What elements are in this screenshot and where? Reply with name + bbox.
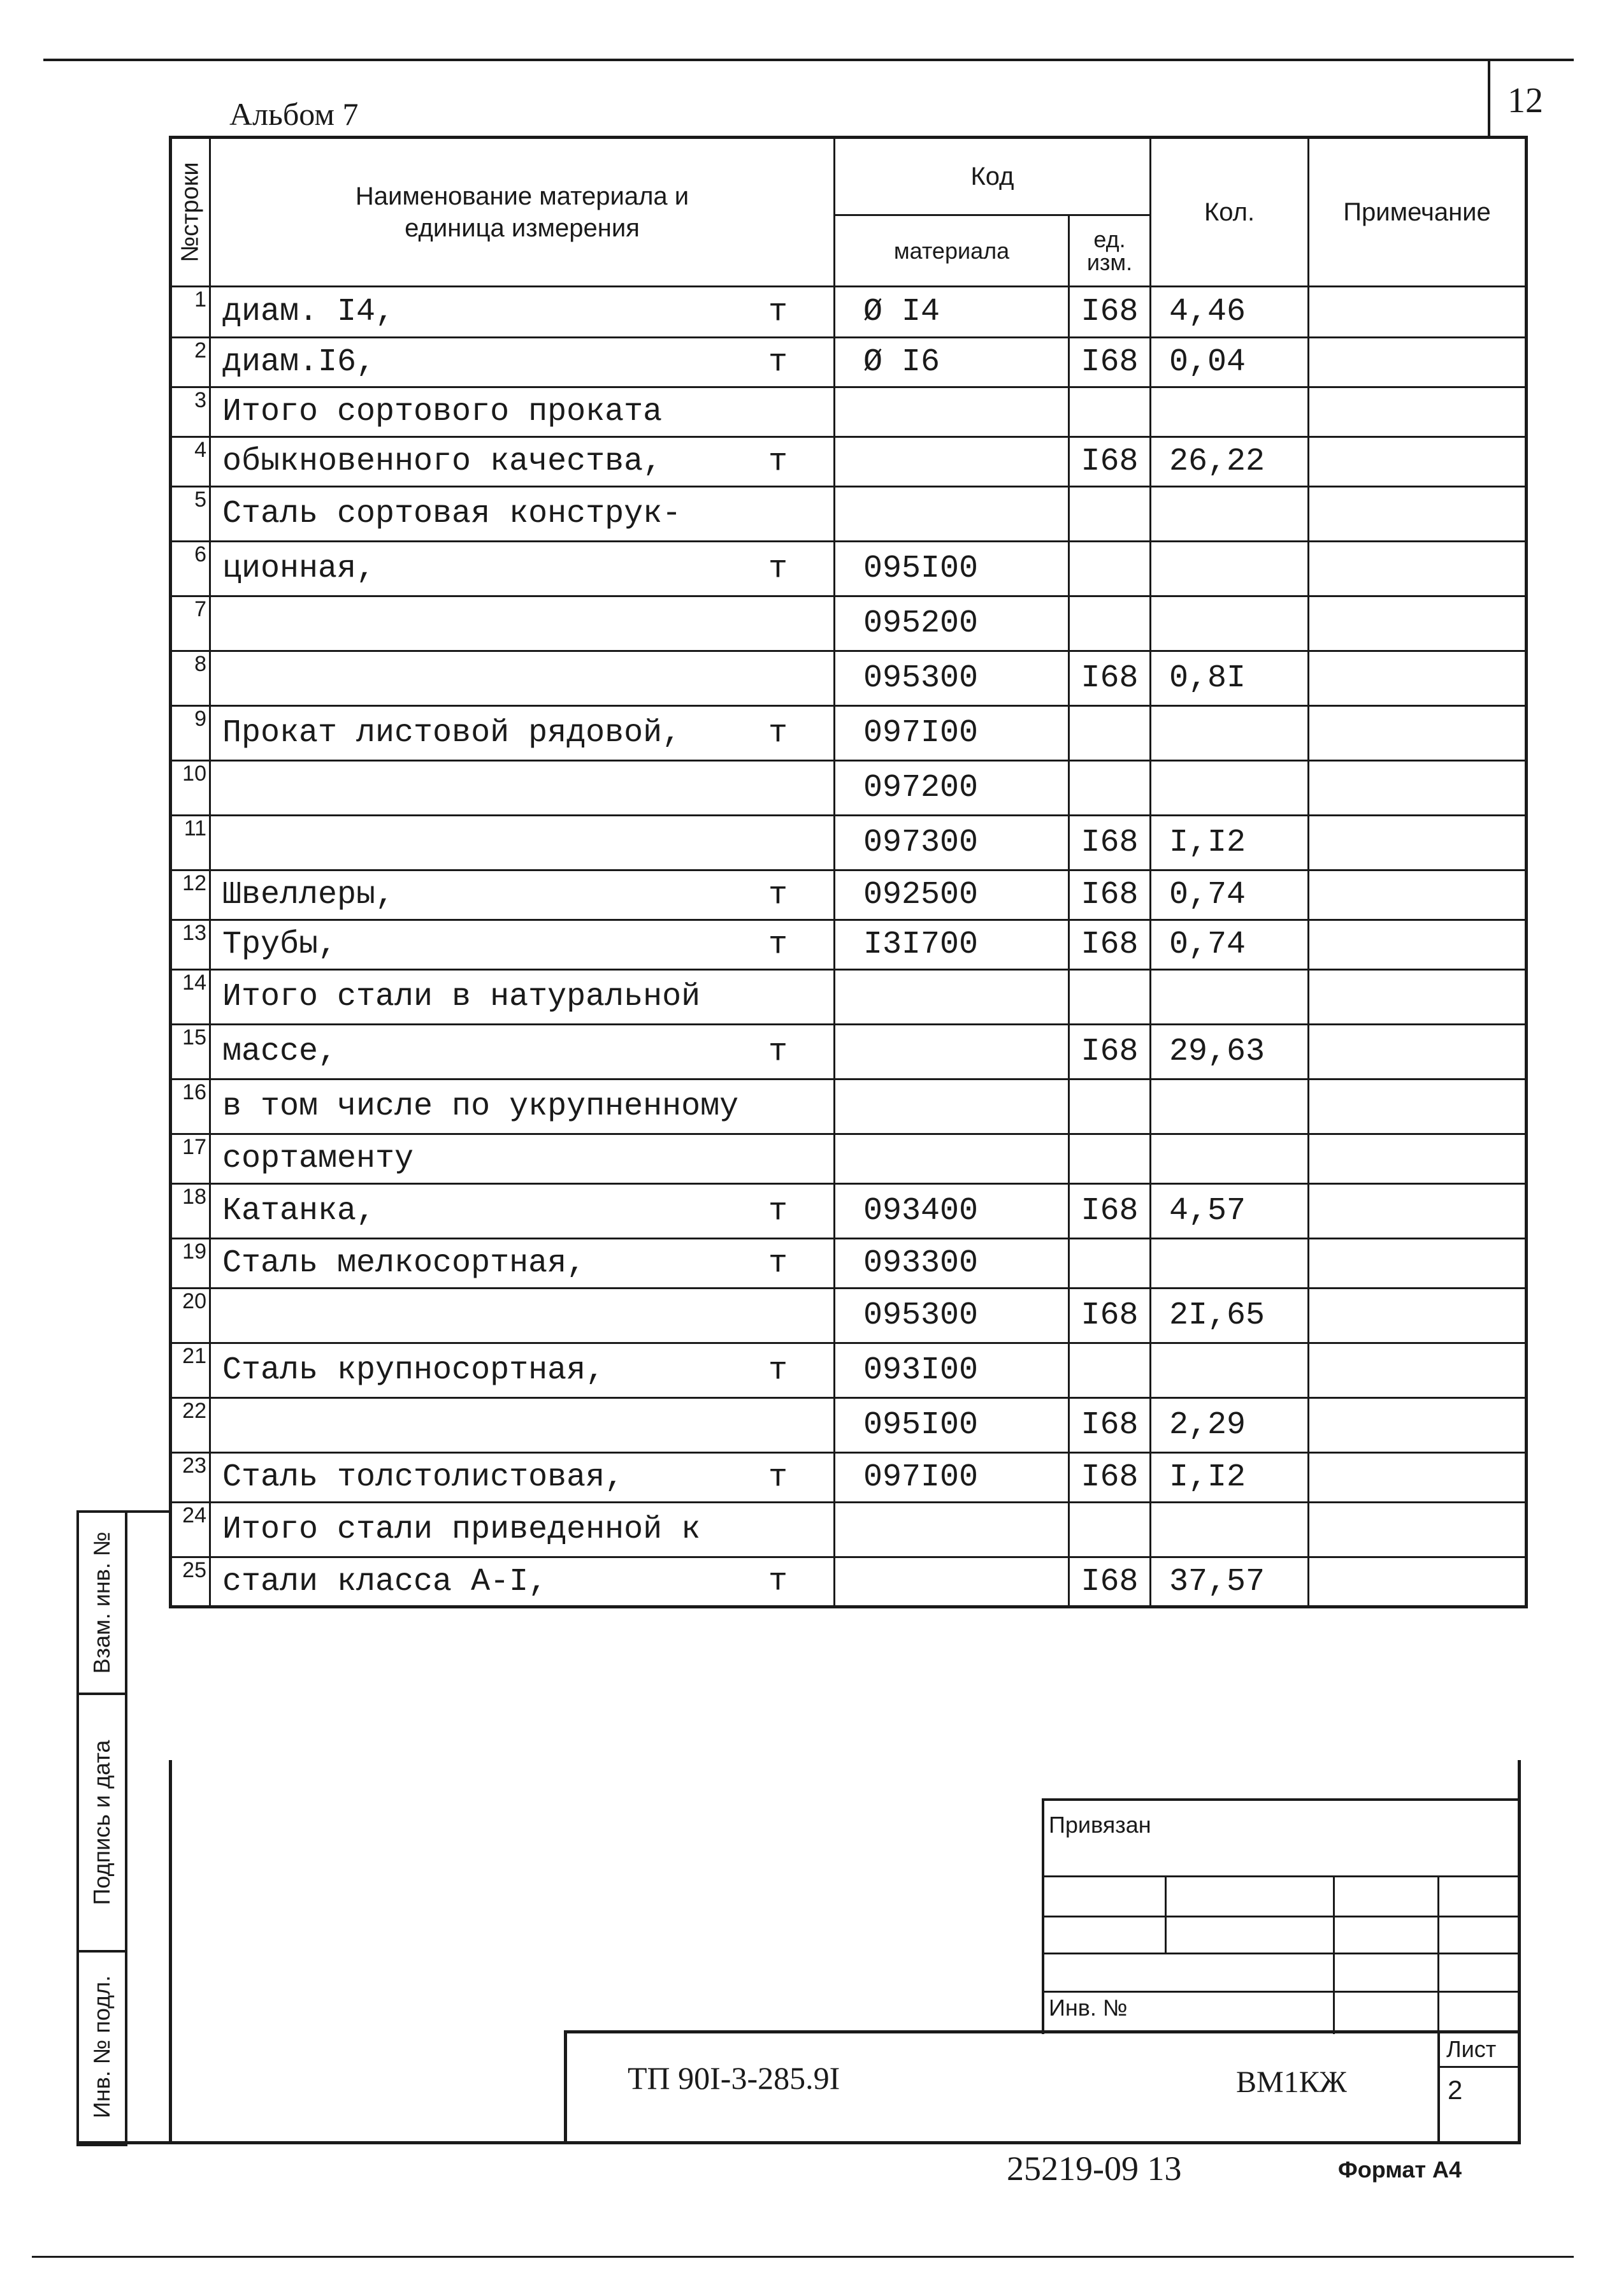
main-stamp-left <box>564 2030 567 2144</box>
list-cell-divider <box>1437 2066 1521 2068</box>
table-row <box>171 1239 1527 1289</box>
quantity <box>1151 387 1309 437</box>
quantity <box>1151 970 1309 1025</box>
material-name-text: Сталь мелкосортная, <box>222 1245 586 1282</box>
unit-code: I68 <box>1069 1398 1151 1453</box>
list-label: Лист <box>1446 2036 1497 2062</box>
main-stamp-top <box>564 2030 1521 2033</box>
unit-code-header: ед. изм. <box>1069 215 1151 287</box>
list-value: 2 <box>1448 2075 1463 2105</box>
row-number: 18 <box>171 1184 210 1239</box>
material-code <box>835 1025 1069 1079</box>
table-row <box>171 761 1527 816</box>
quantity: 0,04 <box>1151 338 1309 387</box>
stamp-vline-3 <box>1437 1875 1439 2034</box>
unit-text: т <box>768 294 788 330</box>
table-row <box>171 1025 1527 1079</box>
note <box>1309 338 1527 387</box>
album-label: Альбом 7 <box>229 96 359 132</box>
row-number: 4 <box>171 437 210 487</box>
note <box>1309 651 1527 706</box>
quantity: I,I2 <box>1151 816 1309 870</box>
material-name <box>210 1453 835 1503</box>
unit-code: I68 <box>1069 1184 1151 1239</box>
material-code <box>835 437 1069 487</box>
row-number: 11 <box>171 816 210 870</box>
frame-right <box>1518 1760 1521 2144</box>
table-row <box>171 338 1527 387</box>
code-header: Код <box>835 138 1151 215</box>
table-row <box>171 970 1527 1025</box>
row-number: 24 <box>171 1503 210 1557</box>
material-name-text: Швеллеры, <box>222 877 395 913</box>
note <box>1309 487 1527 542</box>
quantity: 4,57 <box>1151 1184 1309 1239</box>
unit-text: т <box>768 1352 788 1389</box>
unit-text: т <box>768 1034 788 1070</box>
material-name <box>210 1079 835 1134</box>
unit-code <box>1069 706 1151 761</box>
table-row <box>171 1184 1527 1239</box>
material-name <box>210 870 835 920</box>
unit-code: I68 <box>1069 1557 1151 1607</box>
quantity: 4,46 <box>1151 287 1309 338</box>
note <box>1309 1343 1527 1398</box>
material-name-text: диам.I6, <box>222 344 376 380</box>
material-name <box>210 437 835 487</box>
table-row <box>171 1343 1527 1398</box>
margin-vzam-inv: Взам. инв. № <box>79 1513 125 1695</box>
note <box>1309 706 1527 761</box>
note <box>1309 1453 1527 1503</box>
row-number: 23 <box>171 1453 210 1503</box>
unit-code <box>1069 970 1151 1025</box>
quantity <box>1151 1134 1309 1184</box>
table-row <box>171 387 1527 437</box>
material-name <box>210 1134 835 1184</box>
material-name <box>210 596 835 651</box>
material-code: 097300 <box>835 816 1069 870</box>
quantity <box>1151 1079 1309 1134</box>
unit-text: т <box>768 715 788 751</box>
material-name <box>210 1239 835 1289</box>
row-number: 8 <box>171 651 210 706</box>
archive-number: 25219-09 13 <box>1007 2149 1182 2188</box>
material-code: 095200 <box>835 596 1069 651</box>
row-number: 14 <box>171 970 210 1025</box>
note <box>1309 1398 1527 1453</box>
material-name-text: ционная, <box>222 551 376 587</box>
unit-text: т <box>768 551 788 587</box>
note <box>1309 1184 1527 1239</box>
row-number: 10 <box>171 761 210 816</box>
material-name <box>210 1289 835 1343</box>
note <box>1309 596 1527 651</box>
name-header: Наименование материала и единица измерения <box>210 138 835 287</box>
stamp-line-3 <box>1042 1953 1521 1954</box>
margin-top-link <box>76 1510 172 1513</box>
material-name-text: сортаменту <box>222 1141 414 1177</box>
note <box>1309 970 1527 1025</box>
row-number: 20 <box>171 1289 210 1343</box>
row-number: 15 <box>171 1025 210 1079</box>
row-number: 25 <box>171 1557 210 1607</box>
unit-text: т <box>768 1245 788 1282</box>
material-code: 092500 <box>835 870 1069 920</box>
note <box>1309 1557 1527 1607</box>
note <box>1309 1503 1527 1557</box>
note <box>1309 1079 1527 1134</box>
stamp-line-2 <box>1042 1916 1521 1917</box>
stamp-vline-2 <box>1333 1875 1335 2034</box>
unit-code <box>1069 387 1151 437</box>
note <box>1309 387 1527 437</box>
unit-code <box>1069 1343 1151 1398</box>
material-code: 093300 <box>835 1239 1069 1289</box>
page-number: 12 <box>1507 81 1543 120</box>
unit-code: I68 <box>1069 651 1151 706</box>
material-code-header: материала <box>835 215 1069 287</box>
unit-code: I68 <box>1069 870 1151 920</box>
material-code: Ø I6 <box>835 338 1069 387</box>
material-name <box>210 1184 835 1239</box>
quantity: 0,8I <box>1151 651 1309 706</box>
material-name-text: Сталь сортовая конструк- <box>222 496 682 532</box>
sheet-code: ВМ1КЖ <box>1236 2065 1347 2099</box>
unit-code <box>1069 487 1151 542</box>
material-name-text: в том числе по укрупненному <box>222 1088 739 1125</box>
note <box>1309 761 1527 816</box>
table-row <box>171 651 1527 706</box>
note <box>1309 1134 1527 1184</box>
unit-code: I68 <box>1069 920 1151 970</box>
margin-stamp <box>76 1510 127 2146</box>
note <box>1309 287 1527 338</box>
quantity <box>1151 1503 1309 1557</box>
unit-code: I68 <box>1069 287 1151 338</box>
table-row <box>171 706 1527 761</box>
note <box>1309 816 1527 870</box>
note <box>1309 1025 1527 1079</box>
privyazan-top <box>1042 1798 1521 1801</box>
stamp-vline-1 <box>1165 1875 1167 1954</box>
material-name-text: стали класса А-I, <box>222 1563 548 1600</box>
inv-no-label: Инв. № <box>1049 1995 1128 2021</box>
unit-text: т <box>768 344 788 380</box>
bottom-rule <box>32 2256 1574 2258</box>
material-name-text: Сталь толстолистовая, <box>222 1459 624 1496</box>
material-name <box>210 920 835 970</box>
table-row <box>171 1453 1527 1503</box>
material-name <box>210 387 835 437</box>
table-row <box>171 920 1527 970</box>
material-name-text: Сталь крупносортная, <box>222 1352 605 1389</box>
table-row <box>171 1134 1527 1184</box>
privyazan-label: Привязан <box>1049 1812 1151 1838</box>
row-number: 9 <box>171 706 210 761</box>
material-name <box>210 1398 835 1453</box>
material-name-text: массе, <box>222 1034 338 1070</box>
top-rule <box>43 59 1574 61</box>
unit-text: т <box>768 1459 788 1496</box>
note <box>1309 870 1527 920</box>
list-cell-left <box>1437 2030 1440 2144</box>
material-code <box>835 387 1069 437</box>
table-row <box>171 1398 1527 1453</box>
table-row <box>171 287 1527 338</box>
unit-code <box>1069 1503 1151 1557</box>
note <box>1309 437 1527 487</box>
material-code <box>835 1557 1069 1607</box>
quantity: 2,29 <box>1151 1398 1309 1453</box>
quantity: 26,22 <box>1151 437 1309 487</box>
material-name <box>210 1025 835 1079</box>
quantity <box>1151 542 1309 596</box>
note <box>1309 1289 1527 1343</box>
materials-table <box>169 136 1528 1608</box>
material-code: 097200 <box>835 761 1069 816</box>
material-name <box>210 1503 835 1557</box>
material-name-text: Итого стали приведенной к <box>222 1512 701 1548</box>
unit-code: I68 <box>1069 1025 1151 1079</box>
quantity: 0,74 <box>1151 870 1309 920</box>
row-number: 13 <box>171 920 210 970</box>
row-number: 5 <box>171 487 210 542</box>
format-label: Формат А4 <box>1338 2156 1462 2183</box>
unit-code: I68 <box>1069 1289 1151 1343</box>
material-code: 095300 <box>835 651 1069 706</box>
row-number: 19 <box>171 1239 210 1289</box>
material-name <box>210 706 835 761</box>
stamp-line-1 <box>1042 1875 1521 1877</box>
table-row <box>171 1503 1527 1557</box>
table-row <box>171 596 1527 651</box>
table-row <box>171 1557 1527 1607</box>
unit-code: I68 <box>1069 816 1151 870</box>
unit-code: I68 <box>1069 338 1151 387</box>
unit-text: т <box>768 927 788 963</box>
material-name <box>210 287 835 338</box>
note <box>1309 1239 1527 1289</box>
quantity <box>1151 706 1309 761</box>
table-row <box>171 1289 1527 1343</box>
row-number: 7 <box>171 596 210 651</box>
note <box>1309 920 1527 970</box>
unit-text: т <box>768 444 788 480</box>
material-name-text: диам. I4, <box>222 294 395 330</box>
material-name <box>210 761 835 816</box>
margin-podpis: Подпись и дата <box>79 1695 125 1953</box>
row-number: 2 <box>171 338 210 387</box>
margin-inv-podl: Инв. № подл. <box>89 1975 115 2119</box>
material-name-text: Прокат листовой рядовой, <box>222 715 682 751</box>
quantity <box>1151 761 1309 816</box>
table-row <box>171 487 1527 542</box>
material-code <box>835 1134 1069 1184</box>
material-name <box>210 1557 835 1607</box>
material-name-text: Итого сортового проката <box>222 394 663 430</box>
unit-code <box>1069 596 1151 651</box>
material-code: 093I00 <box>835 1343 1069 1398</box>
quantity <box>1151 1343 1309 1398</box>
row-number: 22 <box>171 1398 210 1453</box>
material-code: 095I00 <box>835 1398 1069 1453</box>
material-name <box>210 816 835 870</box>
material-code <box>835 1503 1069 1557</box>
row-number: 3 <box>171 387 210 437</box>
quantity: 2I,65 <box>1151 1289 1309 1343</box>
material-code <box>835 970 1069 1025</box>
material-code <box>835 1079 1069 1134</box>
quantity: 29,63 <box>1151 1025 1309 1079</box>
material-name <box>210 487 835 542</box>
material-code <box>835 487 1069 542</box>
material-code: 093400 <box>835 1184 1069 1239</box>
material-code: 097I00 <box>835 706 1069 761</box>
material-code: 095300 <box>835 1289 1069 1343</box>
table-row <box>171 816 1527 870</box>
unit-code <box>1069 761 1151 816</box>
material-name-text: Итого стали в натуральной <box>222 979 701 1015</box>
quantity <box>1151 1239 1309 1289</box>
row-number: 6 <box>171 542 210 596</box>
material-name <box>210 1343 835 1398</box>
table-row <box>171 870 1527 920</box>
material-code: 097I00 <box>835 1453 1069 1503</box>
page-number-divider <box>1488 61 1490 136</box>
unit-code: I68 <box>1069 437 1151 487</box>
unit-text: т <box>768 1193 788 1229</box>
row-number: 17 <box>171 1134 210 1184</box>
quantity: 37,57 <box>1151 1557 1309 1607</box>
material-name <box>210 542 835 596</box>
qty-header: Кол. <box>1151 138 1309 287</box>
row-number: 12 <box>171 870 210 920</box>
note-header: Примечание <box>1309 138 1527 287</box>
frame-left <box>169 1760 172 2144</box>
stamp-line-4 <box>1042 1991 1521 1993</box>
quantity <box>1151 596 1309 651</box>
row-number: 21 <box>171 1343 210 1398</box>
material-code: Ø I4 <box>835 287 1069 338</box>
table-row <box>171 437 1527 487</box>
material-code: 095I00 <box>835 542 1069 596</box>
table-row <box>171 1079 1527 1134</box>
table-row <box>171 542 1527 596</box>
material-name-text: Катанка, <box>222 1193 376 1229</box>
material-name <box>210 651 835 706</box>
material-name <box>210 338 835 387</box>
document-code: ТП 90I-3-285.9I <box>628 2060 840 2096</box>
unit-text: т <box>768 1563 788 1600</box>
unit-code: I68 <box>1069 1453 1151 1503</box>
quantity: 0,74 <box>1151 920 1309 970</box>
material-name-text: обыкновенного качества, <box>222 444 663 480</box>
material-name <box>210 970 835 1025</box>
material-name-text: Трубы, <box>222 927 338 963</box>
quantity <box>1151 487 1309 542</box>
frame-bottom <box>76 2141 1521 2144</box>
unit-code <box>1069 1134 1151 1184</box>
row-number: 1 <box>171 287 210 338</box>
material-code: I3I700 <box>835 920 1069 970</box>
note <box>1309 542 1527 596</box>
unit-code <box>1069 1079 1151 1134</box>
unit-code <box>1069 542 1151 596</box>
unit-text: т <box>768 877 788 913</box>
unit-code <box>1069 1239 1151 1289</box>
row-number: 16 <box>171 1079 210 1134</box>
row-number-header: №строки <box>171 138 210 287</box>
quantity: I,I2 <box>1151 1453 1309 1503</box>
